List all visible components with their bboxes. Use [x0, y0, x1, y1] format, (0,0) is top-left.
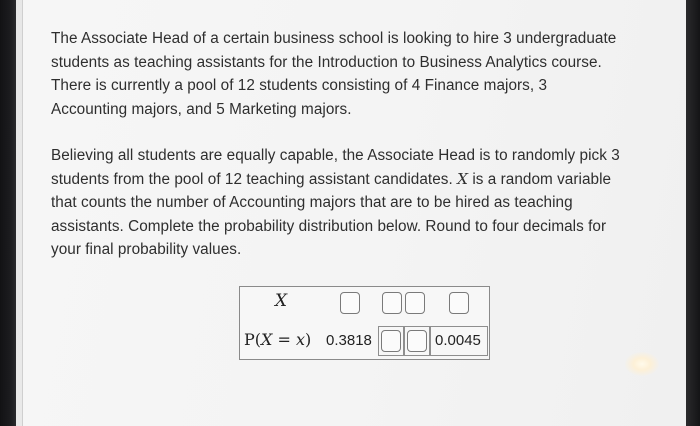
- random-variable-symbol: X: [457, 169, 469, 188]
- p-header-x: x: [295, 330, 306, 349]
- paragraph-2-line: your final probability values.: [51, 241, 242, 258]
- probability-value-0: 0.3818: [326, 332, 372, 349]
- probability-cell-3: [430, 326, 488, 356]
- probability-distribution-table: [239, 286, 490, 360]
- paragraph-2-line: Believing all students are equally capable, the Associate Head is to randomly pick 3: [51, 147, 620, 164]
- x-input-1[interactable]: [340, 292, 360, 314]
- probability-header: [244, 330, 311, 349]
- right-dark-edge: [686, 0, 700, 426]
- probability-input-2[interactable]: [407, 330, 427, 352]
- table-row-x: [240, 287, 489, 321]
- paragraph-2-text: is a random variable: [468, 170, 612, 188]
- paragraph-2-line: assistants. Complete the probability distribution below. Round to four decimals for: [51, 217, 607, 235]
- paragraph-2-line: [51, 168, 620, 192]
- paragraph-1-line: The Associate Head of a certain business school is looking to hire 3 undergraduate: [51, 30, 617, 47]
- p-header-prefix: P(: [244, 330, 262, 349]
- question-paragraph-2: [51, 144, 620, 262]
- x-input-3[interactable]: [405, 292, 425, 314]
- paragraph-1-line: Accounting majors, and 5 Marketing majors.: [51, 100, 352, 118]
- x-header: X: [275, 291, 288, 311]
- p-header-suffix: ): [305, 330, 312, 349]
- question-paragraph-1: [51, 27, 616, 121]
- left-dark-edge: [0, 0, 16, 426]
- x-input-4[interactable]: [449, 292, 469, 314]
- paragraph-2-text: students from the pool of 12 teaching assistant candidates.: [51, 170, 458, 188]
- table-row-probability: [240, 324, 489, 358]
- screen-glare: [625, 352, 659, 376]
- paragraph-2-line: that counts the number of Accounting majors that are to be hired as teaching: [51, 194, 573, 211]
- probability-value-3: 0.0045: [435, 332, 481, 349]
- x-input-2[interactable]: [382, 292, 402, 314]
- paragraph-1-line: There is currently a pool of 12 students consisting of 4 Finance majors, 3: [51, 77, 548, 94]
- paragraph-1-line: students as teaching assistants for the Introduction to Business Analytics course.: [51, 53, 602, 71]
- p-header-eq: =: [272, 330, 296, 349]
- p-header-var: X: [261, 330, 273, 349]
- probability-cell-2: [404, 326, 430, 356]
- probability-input-1[interactable]: [381, 330, 401, 352]
- probability-cell-1: [378, 326, 404, 356]
